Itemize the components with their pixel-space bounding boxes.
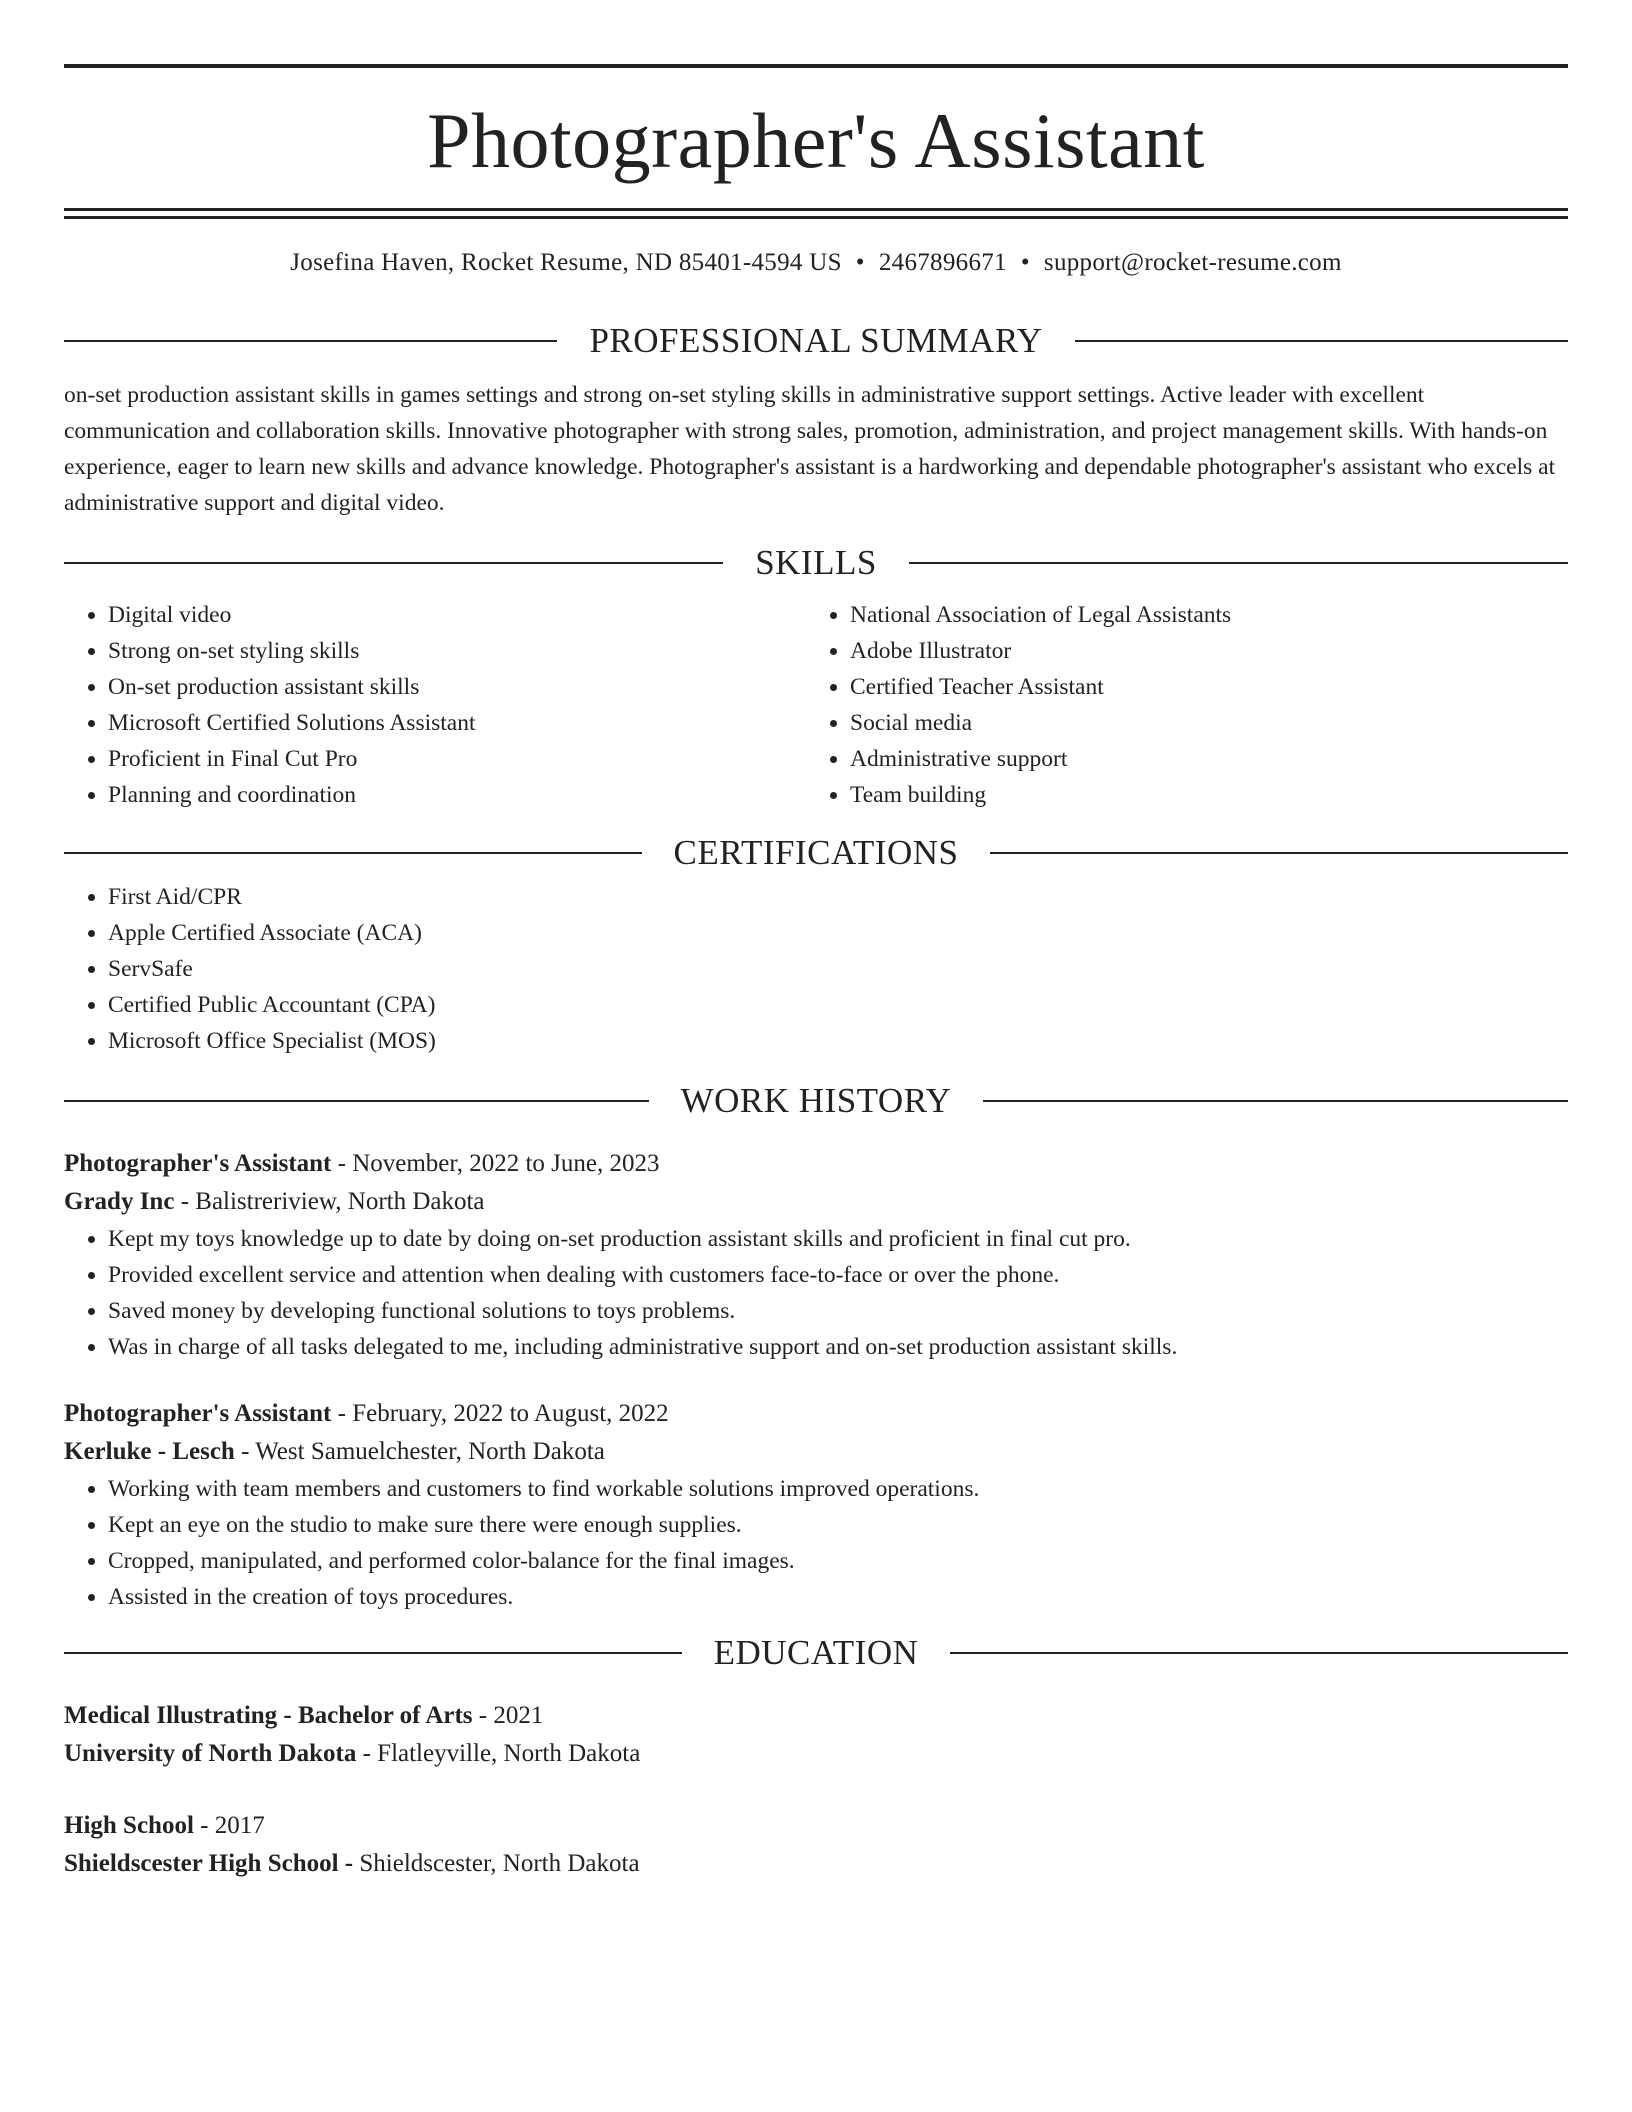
education-degree-line	[64, 1807, 1568, 1845]
education-entry	[64, 1697, 1568, 1773]
job-company-line	[64, 1433, 1568, 1471]
section-rule-left	[64, 1652, 682, 1654]
education-location: Shieldscester, North Dakota	[353, 1850, 640, 1877]
education-year: - 2021	[472, 1702, 544, 1729]
certification-item: • Microsoft Office Specialist (MOS)	[108, 1023, 1568, 1059]
education-year: - 2017	[193, 1812, 265, 1839]
certification-item: • First Aid/CPR	[108, 879, 1568, 915]
section-title-certifications: CERTIFICATIONS	[673, 833, 959, 872]
education-degree-line	[64, 1697, 1568, 1735]
skill-item: • Proficient in Final Cut Pro	[108, 741, 806, 777]
job-bullets	[64, 1471, 1568, 1615]
section-rule-right	[990, 852, 1568, 854]
job-entry	[64, 1395, 1568, 1615]
contact-separator: •	[855, 249, 865, 276]
section-rule-right	[909, 562, 1568, 564]
education-degree: High School	[64, 1812, 194, 1839]
certifications-list	[64, 879, 1568, 1059]
job-dates: - November, 2022 to June, 2023	[331, 1150, 660, 1177]
job-company: Grady Inc	[64, 1188, 175, 1215]
job-location: - West Samuelchester, North Dakota	[234, 1438, 605, 1465]
job-bullet: • Cropped, manipulated, and performed color-balance for the final images.	[108, 1543, 1568, 1579]
section-header-certifications	[64, 827, 1568, 879]
section-header-skills	[64, 537, 1568, 589]
section-rule-right	[983, 1100, 1568, 1102]
skill-item: • On-set production assistant skills	[108, 669, 806, 705]
education-location: - Flatleyville, North Dakota	[356, 1740, 641, 1767]
double-rule	[64, 208, 1568, 219]
section-title-education: EDUCATION	[713, 1633, 919, 1672]
section-rule-left	[64, 562, 723, 564]
certification-item: • Apple Certified Associate (ACA)	[108, 915, 1568, 951]
skill-item: • Microsoft Certified Solutions Assistant	[108, 705, 806, 741]
job-bullets	[64, 1221, 1568, 1365]
skill-item: • Planning and coordination	[108, 777, 806, 813]
education-school: Shieldscester High School -	[64, 1850, 354, 1877]
certification-item: • ServSafe	[108, 951, 1568, 987]
contact-phone: 2467896671	[878, 249, 1007, 276]
section-header-summary	[64, 315, 1568, 367]
resume-page	[64, 64, 1568, 1883]
education-school-line	[64, 1845, 1568, 1883]
job-bullet: • Assisted in the creation of toys procedures.	[108, 1579, 1568, 1615]
skills-columns	[64, 597, 1568, 813]
skill-item: • Adobe Illustrator	[850, 633, 1548, 669]
section-rule-left	[64, 1100, 649, 1102]
skill-item: • National Association of Legal Assistants	[850, 597, 1548, 633]
skill-item: • Social media	[850, 705, 1548, 741]
job-company-line	[64, 1183, 1568, 1221]
contact-address: Josefina Haven, Rocket Resume, ND 85401-4594 US	[290, 249, 842, 276]
section-title-skills: SKILLS	[755, 543, 877, 582]
section-header-education	[64, 1627, 1568, 1679]
skill-item: • Team building	[850, 777, 1548, 813]
job-location: - Balistreriview, North Dakota	[174, 1188, 485, 1215]
skills-column-left	[64, 597, 806, 813]
contact-separator: •	[1020, 249, 1030, 276]
skills-list-right	[806, 597, 1548, 813]
job-title-line	[64, 1395, 1568, 1433]
section-title-summary: PROFESSIONAL SUMMARY	[589, 321, 1043, 360]
job-title: Photographer's Assistant	[64, 1150, 332, 1177]
education-school: University of North Dakota	[64, 1740, 357, 1767]
job-bullet: • Saved money by developing functional solutions to toys problems.	[108, 1293, 1568, 1329]
skill-item: • Digital video	[108, 597, 806, 633]
contact-email: support@rocket-resume.com	[1043, 249, 1342, 276]
job-bullet: • Working with team members and customers to find workable solutions improved operations.	[108, 1471, 1568, 1507]
section-title-work: WORK HISTORY	[680, 1081, 952, 1120]
job-entry	[64, 1145, 1568, 1365]
section-rule-left	[64, 340, 557, 342]
job-title-line	[64, 1145, 1568, 1183]
education-entry	[64, 1807, 1568, 1883]
page-title: Photographer's Assistant	[427, 97, 1205, 184]
education-school-line	[64, 1735, 1568, 1773]
top-rule	[64, 64, 1568, 68]
skill-item: • Certified Teacher Assistant	[850, 669, 1548, 705]
job-dates: - February, 2022 to August, 2022	[331, 1400, 669, 1427]
skills-column-right	[806, 597, 1548, 813]
job-bullet: • Was in charge of all tasks delegated to me, including administrative support and on-set production assistant skills.	[108, 1329, 1568, 1365]
skill-item: • Strong on-set styling skills	[108, 633, 806, 669]
job-bullet: • Kept my toys knowledge up to date by doing on-set production assistant skills and proficient in final cut pro.	[108, 1221, 1568, 1257]
section-header-work	[64, 1075, 1568, 1127]
education-degree: Medical Illustrating - Bachelor of Arts	[64, 1702, 473, 1729]
job-bullet: • Provided excellent service and attention when dealing with customers face-to-face or over the phone.	[108, 1257, 1568, 1293]
skills-list-left	[64, 597, 806, 813]
job-company: Kerluke - Lesch	[64, 1438, 235, 1465]
skill-item: • Administrative support	[850, 741, 1548, 777]
job-bullet: • Kept an eye on the studio to make sure there were enough supplies.	[108, 1507, 1568, 1543]
job-title: Photographer's Assistant	[64, 1400, 332, 1427]
section-rule-right	[1075, 340, 1568, 342]
section-rule-right	[950, 1652, 1568, 1654]
certification-item: • Certified Public Accountant (CPA)	[108, 987, 1568, 1023]
section-rule-left	[64, 852, 642, 854]
summary-text: on-set production assistant skills in games settings and strong on-set styling skills in administrative support settings. Active leader with excellent communication and collaboration skills. Innovative photographer with strong sales, promotion, administration, and project management skills. With hands-on experience, eager to learn new skills and advance knowledge. Photographer's assistant is a hardworking and dependable photographer's assistant who excels at administrative support and digital video.	[64, 382, 1556, 516]
contact-line	[64, 247, 1568, 279]
